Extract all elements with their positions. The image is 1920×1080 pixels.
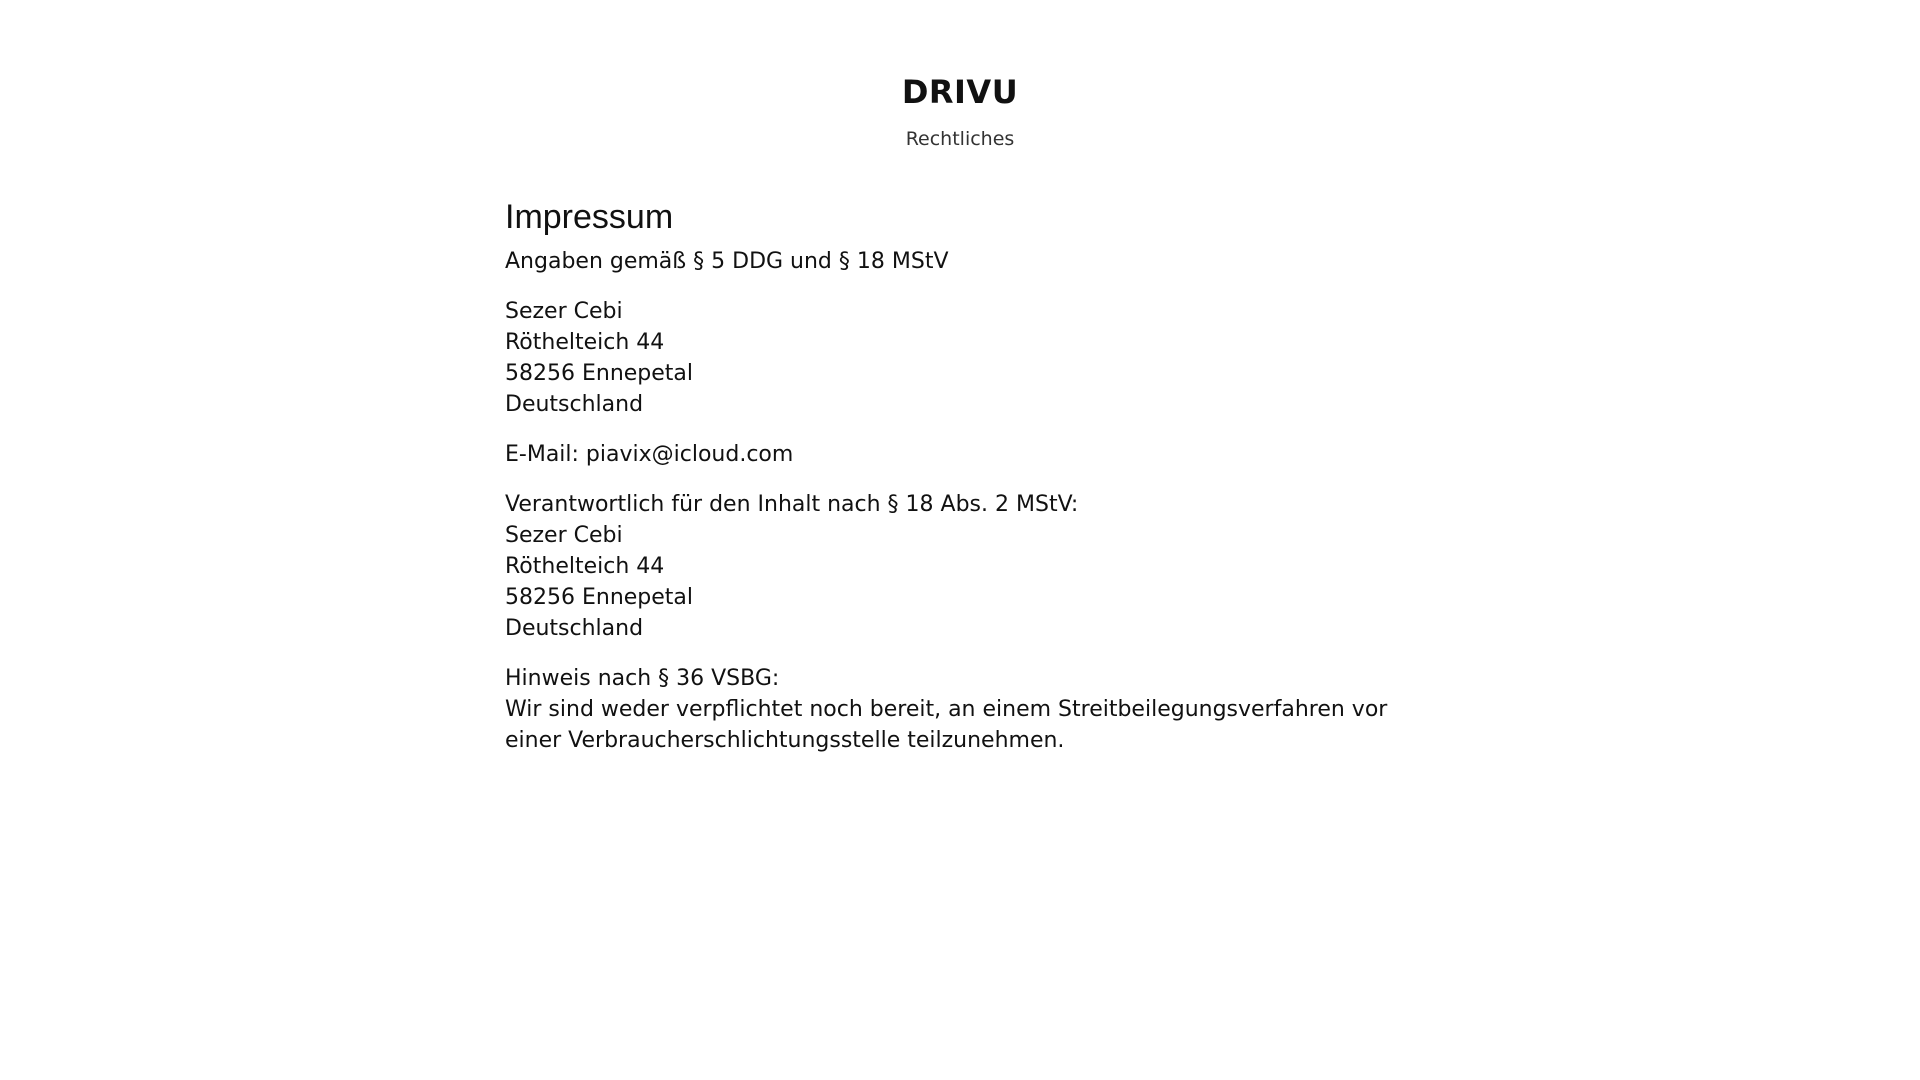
- impressum-content: [505, 193, 1405, 756]
- responsible-country: Deutschland: [505, 616, 644, 641]
- responsible-street: Röthelteich 44: [505, 554, 665, 579]
- email-line: E-Mail: piavix@icloud.com: [505, 442, 794, 467]
- dispute-notice-heading: Hinweis nach § 36 VSBG:: [505, 666, 780, 691]
- responsible-heading: Verantwortlich für den Inhalt nach § 18 Abs. 2 MStV:: [505, 492, 1079, 517]
- address-city: 58256 Ennepetal: [505, 361, 694, 386]
- address-block: [505, 296, 1405, 420]
- dispute-notice-block: [505, 663, 1405, 756]
- address-street: Röthelteich 44: [505, 330, 665, 355]
- dispute-notice-text: Wir sind weder verpflichtet noch bereit, an einem Streitbeilegungsverfahren vor einer Verbraucherschlichtungsstelle teilzunehmen.: [505, 697, 1388, 753]
- responsible-city: 58256 Ennepetal: [505, 585, 694, 610]
- page-title: Impressum: [505, 198, 674, 236]
- page-subtitle: Rechtliches: [905, 128, 1015, 150]
- address-name: Sezer Cebi: [505, 299, 623, 324]
- site-header: [0, 70, 1920, 152]
- brand-logo-text[interactable]: DRIVU: [901, 73, 1019, 111]
- responsible-block: [505, 489, 1405, 644]
- responsible-name: Sezer Cebi: [505, 523, 623, 548]
- address-country: Deutschland: [505, 392, 644, 417]
- legal-basis-text: Angaben gemäß § 5 DDG und § 18 MStV: [505, 249, 949, 274]
